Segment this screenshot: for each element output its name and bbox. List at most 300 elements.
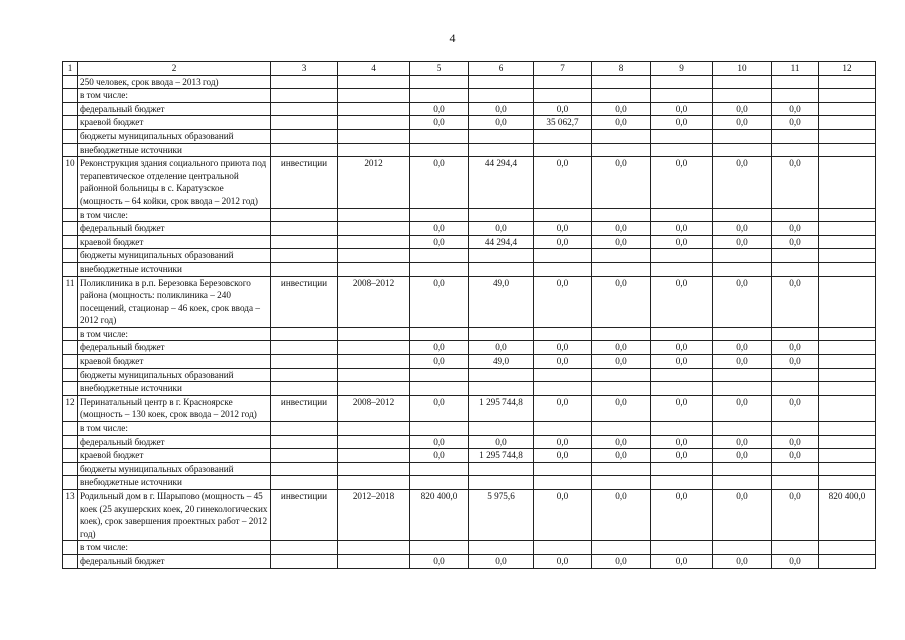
row-number-cell [63, 262, 78, 276]
row-number-cell [63, 554, 78, 568]
value-cell [338, 102, 410, 116]
table-row [63, 554, 876, 568]
value-cell [651, 249, 713, 263]
value-cell [819, 382, 876, 396]
value-cell [819, 541, 876, 555]
value-cell: 0,0 [651, 341, 713, 355]
value-cell: 0,0 [469, 116, 534, 130]
table-header-row [63, 62, 876, 76]
value-cell [772, 422, 819, 436]
value-cell [338, 327, 410, 341]
description-cell: Родильный дом в г. Шарыпово (мощность – 45 коек (25 акушерских коек, 20 гинекологических коек), срок завершения проектных работ – 2012 год) [78, 490, 271, 541]
value-cell [271, 422, 338, 436]
value-cell [338, 541, 410, 555]
value-cell [271, 541, 338, 555]
value-cell [338, 341, 410, 355]
row-number-cell [63, 541, 78, 555]
value-cell [651, 368, 713, 382]
value-cell [534, 89, 592, 103]
table-row [63, 89, 876, 103]
value-cell [772, 327, 819, 341]
value-cell [534, 249, 592, 263]
value-cell: 0,0 [592, 435, 651, 449]
value-cell [713, 143, 772, 157]
value-cell [772, 75, 819, 89]
table-row [63, 327, 876, 341]
budget-table [62, 61, 876, 569]
row-number-cell: 12 [63, 395, 78, 421]
value-cell [772, 129, 819, 143]
value-cell: 0,0 [534, 341, 592, 355]
value-cell: 0,0 [410, 341, 469, 355]
table-row [63, 75, 876, 89]
value-cell [772, 462, 819, 476]
value-cell [410, 327, 469, 341]
value-cell [713, 75, 772, 89]
value-cell [271, 462, 338, 476]
value-cell [592, 129, 651, 143]
value-cell [338, 355, 410, 369]
value-cell [819, 462, 876, 476]
value-cell: 0,0 [410, 102, 469, 116]
value-cell [338, 449, 410, 463]
value-cell: 0,0 [592, 449, 651, 463]
value-cell [469, 75, 534, 89]
value-cell [819, 102, 876, 116]
value-cell: 0,0 [651, 554, 713, 568]
value-cell [713, 476, 772, 490]
value-cell [713, 382, 772, 396]
value-cell [819, 341, 876, 355]
value-cell [819, 235, 876, 249]
value-cell [819, 276, 876, 327]
table-row [63, 116, 876, 130]
table-row [63, 143, 876, 157]
value-cell [338, 222, 410, 236]
table-row [63, 249, 876, 263]
value-cell [772, 382, 819, 396]
value-cell [592, 75, 651, 89]
value-cell: 0,0 [772, 341, 819, 355]
value-cell [469, 262, 534, 276]
value-cell [469, 541, 534, 555]
value-cell: 0,0 [592, 355, 651, 369]
description-cell: бюджеты муниципальных образований [78, 368, 271, 382]
value-cell [271, 476, 338, 490]
value-cell [651, 75, 713, 89]
value-cell [271, 75, 338, 89]
value-cell: 0,0 [713, 341, 772, 355]
value-cell [469, 422, 534, 436]
table-row [63, 102, 876, 116]
value-cell [534, 462, 592, 476]
value-cell [651, 541, 713, 555]
value-cell: 0,0 [651, 449, 713, 463]
description-cell: Поликлиника в р.п. Березовка Березовского района (мощность: поликлиника – 240 посещений, стационар – 46 коек, срок ввода – 2012 год) [78, 276, 271, 327]
description-cell: федеральный бюджет [78, 222, 271, 236]
value-cell [819, 143, 876, 157]
column-header: 3 [271, 62, 338, 76]
value-cell: 0,0 [651, 102, 713, 116]
value-cell: 820 400,0 [410, 490, 469, 541]
value-cell [410, 422, 469, 436]
value-cell [651, 462, 713, 476]
table-row [63, 422, 876, 436]
row-number-cell [63, 341, 78, 355]
value-cell [651, 476, 713, 490]
value-cell: 0,0 [534, 102, 592, 116]
value-cell [713, 541, 772, 555]
value-cell [819, 355, 876, 369]
value-cell: 0,0 [772, 276, 819, 327]
value-cell [651, 422, 713, 436]
value-cell [271, 449, 338, 463]
value-cell: 0,0 [534, 449, 592, 463]
description-cell: краевой бюджет [78, 449, 271, 463]
value-cell [534, 143, 592, 157]
value-cell [410, 249, 469, 263]
value-cell [819, 116, 876, 130]
description-cell: бюджеты муниципальных образований [78, 129, 271, 143]
column-header: 11 [772, 62, 819, 76]
table-row [63, 341, 876, 355]
table-row [63, 435, 876, 449]
value-cell [410, 89, 469, 103]
value-cell: 0,0 [534, 435, 592, 449]
value-cell: 0,0 [534, 157, 592, 208]
value-cell [271, 208, 338, 222]
value-cell [338, 554, 410, 568]
value-cell [819, 222, 876, 236]
value-cell [271, 235, 338, 249]
value-cell: 0,0 [651, 157, 713, 208]
value-cell [534, 75, 592, 89]
row-number-cell: 13 [63, 490, 78, 541]
value-cell [469, 327, 534, 341]
value-cell: 44 294,4 [469, 235, 534, 249]
value-cell [271, 341, 338, 355]
column-header: 9 [651, 62, 713, 76]
value-cell [469, 129, 534, 143]
value-cell [713, 129, 772, 143]
value-cell [338, 116, 410, 130]
value-cell [271, 129, 338, 143]
value-cell: 0,0 [410, 222, 469, 236]
value-cell [651, 262, 713, 276]
value-cell [772, 476, 819, 490]
value-cell: 0,0 [592, 157, 651, 208]
value-cell [338, 235, 410, 249]
value-cell [534, 327, 592, 341]
value-cell [469, 382, 534, 396]
value-cell: 0,0 [410, 276, 469, 327]
value-cell [592, 249, 651, 263]
table-row [63, 157, 876, 208]
value-cell: 0,0 [651, 355, 713, 369]
value-cell: 0,0 [651, 222, 713, 236]
table-row [63, 262, 876, 276]
table-row [63, 235, 876, 249]
value-cell [772, 262, 819, 276]
value-cell [338, 208, 410, 222]
value-cell: 820 400,0 [819, 490, 876, 541]
value-cell: 0,0 [410, 355, 469, 369]
value-cell [592, 143, 651, 157]
row-number-cell [63, 449, 78, 463]
value-cell: 1 295 744,8 [469, 395, 534, 421]
value-cell [271, 554, 338, 568]
value-cell: 0,0 [713, 449, 772, 463]
value-cell [271, 262, 338, 276]
value-cell [338, 249, 410, 263]
value-cell [271, 143, 338, 157]
value-cell: 0,0 [592, 276, 651, 327]
description-cell: в том числе: [78, 422, 271, 436]
value-cell [819, 476, 876, 490]
value-cell [772, 89, 819, 103]
value-cell [651, 208, 713, 222]
value-cell [819, 368, 876, 382]
value-cell: 0,0 [592, 341, 651, 355]
value-cell [713, 208, 772, 222]
value-cell [469, 368, 534, 382]
value-cell: 0,0 [651, 276, 713, 327]
table-row [63, 368, 876, 382]
table-row [63, 449, 876, 463]
description-cell: бюджеты муниципальных образований [78, 462, 271, 476]
value-cell: 0,0 [651, 435, 713, 449]
value-cell: 0,0 [534, 395, 592, 421]
value-cell: 2008–2012 [338, 276, 410, 327]
value-cell: 0,0 [469, 554, 534, 568]
value-cell [534, 262, 592, 276]
value-cell [772, 208, 819, 222]
column-header: 2 [78, 62, 271, 76]
value-cell [410, 129, 469, 143]
value-cell: 0,0 [772, 102, 819, 116]
value-cell: 0,0 [772, 116, 819, 130]
description-cell: федеральный бюджет [78, 102, 271, 116]
value-cell: 5 975,6 [469, 490, 534, 541]
value-cell [651, 129, 713, 143]
value-cell: 0,0 [713, 355, 772, 369]
value-cell [410, 476, 469, 490]
value-cell [819, 435, 876, 449]
value-cell: 0,0 [592, 235, 651, 249]
value-cell [271, 368, 338, 382]
column-header: 1 [63, 62, 78, 76]
value-cell [772, 368, 819, 382]
value-cell: 0,0 [534, 554, 592, 568]
value-cell: 0,0 [772, 395, 819, 421]
value-cell: 0,0 [410, 554, 469, 568]
value-cell [713, 89, 772, 103]
value-cell [338, 89, 410, 103]
value-cell [713, 462, 772, 476]
value-cell: 0,0 [713, 222, 772, 236]
value-cell: 0,0 [534, 235, 592, 249]
row-number-cell [63, 102, 78, 116]
value-cell [819, 395, 876, 421]
column-header: 12 [819, 62, 876, 76]
value-cell [410, 208, 469, 222]
value-cell [338, 143, 410, 157]
table-row [63, 490, 876, 541]
value-cell: 0,0 [410, 395, 469, 421]
value-cell: 0,0 [592, 554, 651, 568]
value-cell [271, 102, 338, 116]
value-cell [592, 368, 651, 382]
value-cell [469, 143, 534, 157]
table-row [63, 208, 876, 222]
value-cell: 0,0 [651, 116, 713, 130]
row-number-cell [63, 208, 78, 222]
value-cell: 0,0 [534, 490, 592, 541]
value-cell: 0,0 [772, 554, 819, 568]
value-cell [713, 249, 772, 263]
value-cell [819, 89, 876, 103]
value-cell: 0,0 [713, 395, 772, 421]
value-cell: 0,0 [534, 222, 592, 236]
value-cell [592, 541, 651, 555]
value-cell [469, 208, 534, 222]
value-cell [592, 462, 651, 476]
description-cell: внебюджетные источники [78, 382, 271, 396]
value-cell: 49,0 [469, 276, 534, 327]
column-header: 5 [410, 62, 469, 76]
value-cell [338, 262, 410, 276]
column-header: 8 [592, 62, 651, 76]
table-row [63, 355, 876, 369]
value-cell [271, 222, 338, 236]
value-cell: 0,0 [772, 235, 819, 249]
value-cell: 0,0 [469, 102, 534, 116]
row-number-cell [63, 75, 78, 89]
value-cell [271, 382, 338, 396]
row-number-cell [63, 476, 78, 490]
table-row [63, 276, 876, 327]
value-cell: 0,0 [469, 222, 534, 236]
value-cell: 0,0 [592, 116, 651, 130]
value-cell [651, 327, 713, 341]
value-cell [410, 262, 469, 276]
row-number-cell [63, 355, 78, 369]
value-cell: 0,0 [772, 435, 819, 449]
table-row [63, 541, 876, 555]
value-cell [819, 262, 876, 276]
column-header: 10 [713, 62, 772, 76]
value-cell: 0,0 [651, 235, 713, 249]
row-number-cell [63, 382, 78, 396]
value-cell [469, 476, 534, 490]
row-number-cell [63, 327, 78, 341]
table-row [63, 476, 876, 490]
value-cell [713, 327, 772, 341]
column-header: 4 [338, 62, 410, 76]
description-cell: Перинатальный центр в г. Красноярске (мощность – 130 коек, срок ввода – 2012 год) [78, 395, 271, 421]
value-cell [819, 75, 876, 89]
value-cell: 0,0 [772, 222, 819, 236]
value-cell [772, 143, 819, 157]
value-cell [592, 422, 651, 436]
value-cell: 0,0 [410, 157, 469, 208]
description-cell: бюджеты муниципальных образований [78, 249, 271, 263]
value-cell [651, 143, 713, 157]
value-cell [651, 89, 713, 103]
value-cell: 0,0 [534, 355, 592, 369]
value-cell: 0,0 [651, 490, 713, 541]
value-cell [338, 462, 410, 476]
value-cell: 0,0 [469, 341, 534, 355]
value-cell: 0,0 [592, 222, 651, 236]
value-cell [592, 262, 651, 276]
value-cell [819, 422, 876, 436]
value-cell [534, 476, 592, 490]
column-header: 7 [534, 62, 592, 76]
row-number-cell [63, 143, 78, 157]
value-cell [651, 382, 713, 396]
value-cell [592, 89, 651, 103]
value-cell [819, 554, 876, 568]
value-cell: 0,0 [534, 276, 592, 327]
value-cell: 49,0 [469, 355, 534, 369]
table-row [63, 129, 876, 143]
value-cell [819, 157, 876, 208]
value-cell [271, 249, 338, 263]
row-number-cell [63, 249, 78, 263]
row-number-cell [63, 235, 78, 249]
value-cell [338, 382, 410, 396]
value-cell [592, 382, 651, 396]
table-row [63, 382, 876, 396]
row-number-cell [63, 368, 78, 382]
value-cell [713, 368, 772, 382]
value-cell: 0,0 [592, 490, 651, 541]
value-cell: 0,0 [410, 235, 469, 249]
value-cell [534, 368, 592, 382]
value-cell: 0,0 [410, 116, 469, 130]
value-cell: 0,0 [713, 157, 772, 208]
value-cell: 0,0 [772, 355, 819, 369]
value-cell [819, 129, 876, 143]
value-cell [534, 382, 592, 396]
row-number-cell [63, 222, 78, 236]
value-cell: инвестиции [271, 276, 338, 327]
value-cell [534, 208, 592, 222]
value-cell [469, 462, 534, 476]
value-cell [338, 75, 410, 89]
row-number-cell: 11 [63, 276, 78, 327]
value-cell: 0,0 [713, 276, 772, 327]
value-cell [338, 476, 410, 490]
description-cell: федеральный бюджет [78, 341, 271, 355]
table-row [63, 222, 876, 236]
row-number-cell [63, 435, 78, 449]
value-cell: 2008–2012 [338, 395, 410, 421]
column-header: 6 [469, 62, 534, 76]
value-cell: 0,0 [410, 435, 469, 449]
value-cell [338, 368, 410, 382]
value-cell [271, 355, 338, 369]
value-cell [410, 75, 469, 89]
row-number-cell [63, 116, 78, 130]
value-cell [469, 89, 534, 103]
value-cell: 0,0 [772, 157, 819, 208]
value-cell [410, 382, 469, 396]
value-cell [534, 541, 592, 555]
description-cell: внебюджетные источники [78, 143, 271, 157]
description-cell: краевой бюджет [78, 116, 271, 130]
